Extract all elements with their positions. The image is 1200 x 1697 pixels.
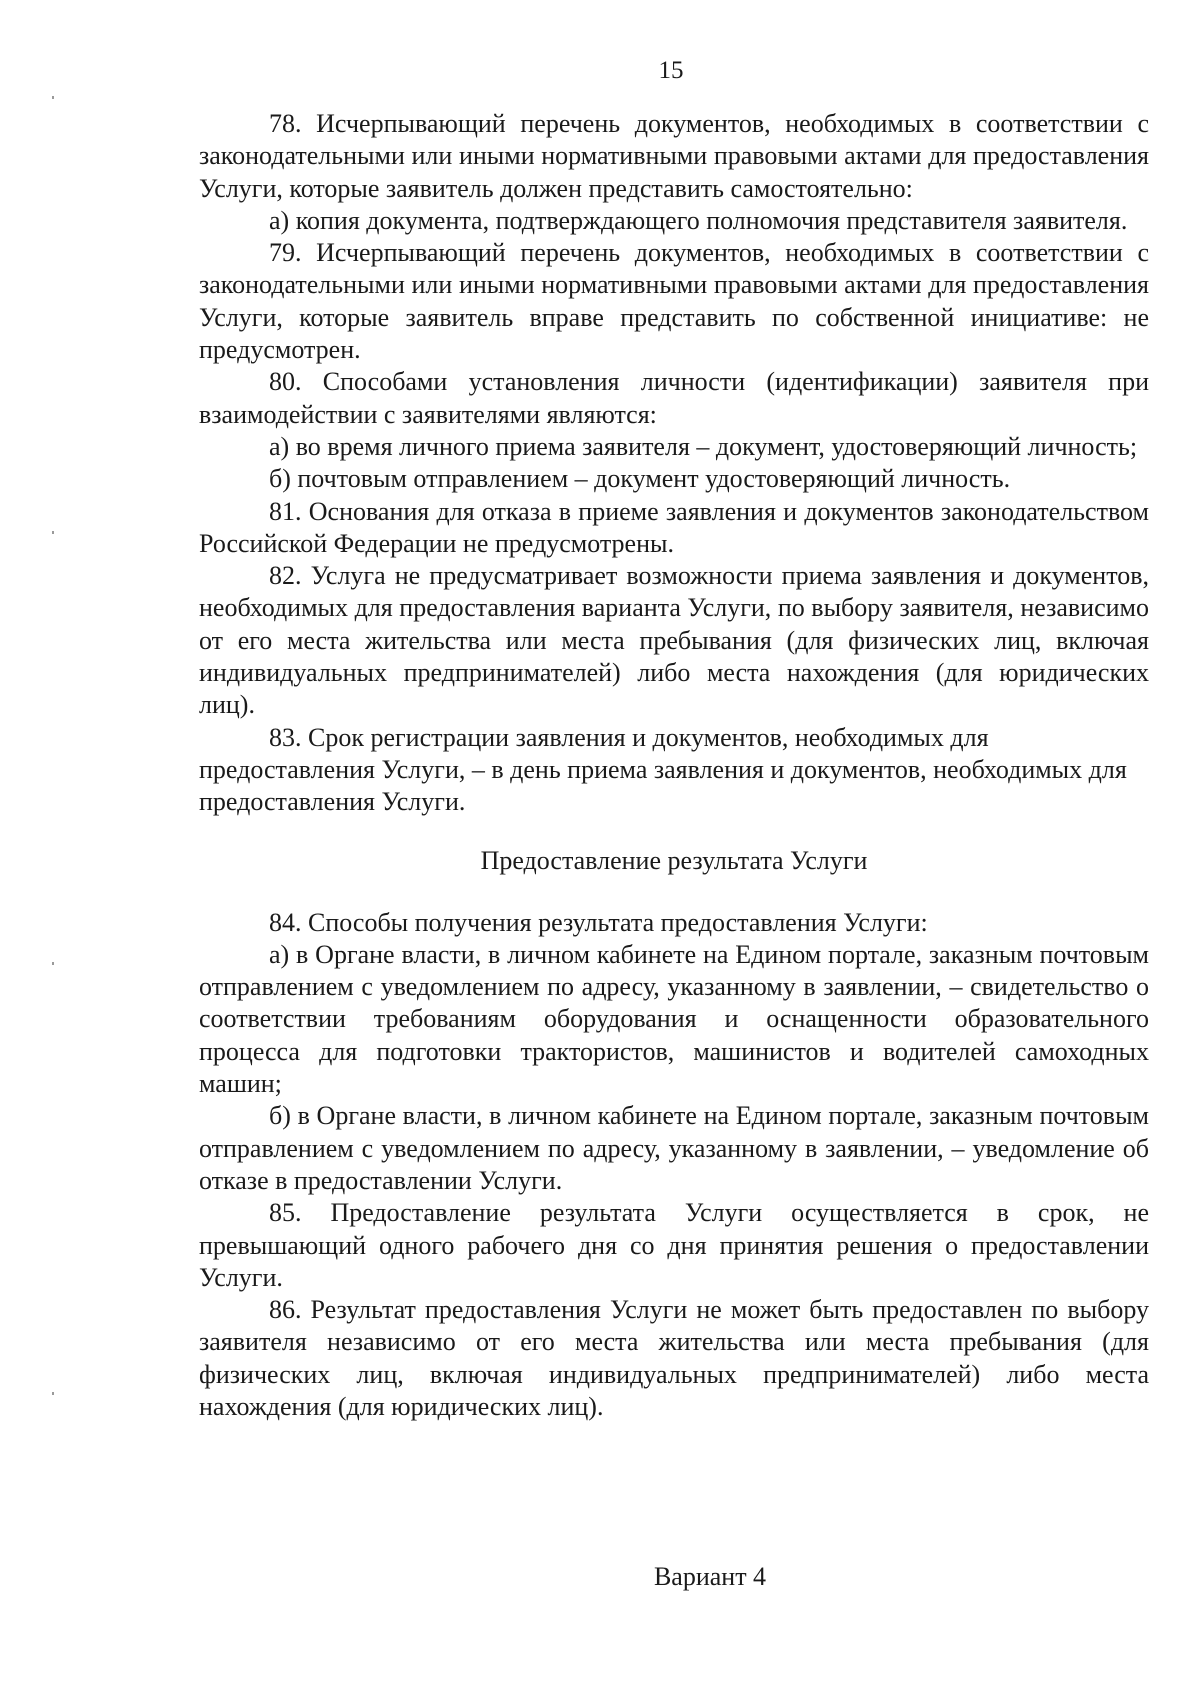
- variant-heading: Вариант 4: [653, 1562, 767, 1591]
- paragraph-79: 79. Исчерпывающий перечень документов, необходимых в соответствии с законодательными или иными нормативными правовыми актами для предоставления Услуги, которые заявитель вправе представить по собственной инициативе: не предусмотрен.: [199, 238, 1149, 365]
- scan-speck: [52, 531, 54, 534]
- paragraph-85: 85. Предоставление результата Услуги осуществляется в срок, не превышающий одного рабочего дня со дня принятия решения о предоставлении Услуги.: [199, 1198, 1149, 1292]
- paragraph-80-a: а) во время личного приема заявителя – документ, удостоверяющий личность;: [269, 431, 1138, 461]
- document-body: [199, 108, 1149, 1423]
- paragraph-78: 78. Исчерпывающий перечень документов, необходимых в соответствии с законодательными или иными нормативными правовыми актами для предоставления Услуги, которые заявитель должен представить самостоятельно:: [199, 109, 1149, 203]
- paragraph-82: 82. Услуга не предусматривает возможности приема заявления и документов, необходимых для предоставления варианта Услуги, по выбору заявителя, независимо от его места жительства или места пребывания (для физических лиц, включая индивидуальных предпринимателей) либо места нахождения (для юридических лиц).: [199, 561, 1149, 720]
- scan-speck: [52, 1392, 54, 1395]
- scan-speck: [52, 96, 54, 99]
- paragraph-84-a: а) в Органе власти, в личном кабинете на Едином портале, заказным почтовым отправлением с уведомлением по адресу, указанному в заявлении, – свидетельство о соответствии требованиям оборудования и оснащенности образовательного процесса для подготовки трактористов, машинистов и водителей самоходных машин;: [199, 939, 1149, 1099]
- paragraph-78-a: а) копия документа, подтверждающего полномочия представителя заявителя.: [269, 205, 1128, 235]
- paragraph-86: 86. Результат предоставления Услуги не может быть предоставлен по выбору заявителя независимо от его места жительства или места пребывания (для физических лиц, включая индивидуальных предпринимателей) либо места нахождения (для юридических лиц).: [199, 1295, 1149, 1421]
- paragraph-81: 81. Основания для отказа в приеме заявления и документов законодательством Российской Федерации не предусмотрены.: [199, 496, 1149, 558]
- paragraph-84: 84. Способы получения результата предоставления Услуги:: [269, 907, 928, 937]
- paragraph-80-b: б) почтовым отправлением – документ удостоверяющий личность.: [269, 464, 1011, 494]
- section-heading: Предоставление результата Услуги: [480, 845, 868, 875]
- page-number: 15: [658, 57, 684, 84]
- paragraph-80: 80. Способами установления личности (идентификации) заявителя при взаимодействии с заявителями являются:: [199, 367, 1149, 429]
- paragraph-84-b: б) в Органе власти, в личном кабинете на Едином портале, заказным почтовым отправлением с уведомлением по адресу, указанному в заявлении, – уведомление об отказе в предоставлении Услуги.: [199, 1101, 1149, 1195]
- scan-speck: [52, 962, 54, 965]
- paragraph-83: 83. Срок регистрации заявления и документов, необходимых для предоставления Услуги, – в день приема заявления и документов, необходимых для предоставления Услуги.: [199, 722, 1127, 817]
